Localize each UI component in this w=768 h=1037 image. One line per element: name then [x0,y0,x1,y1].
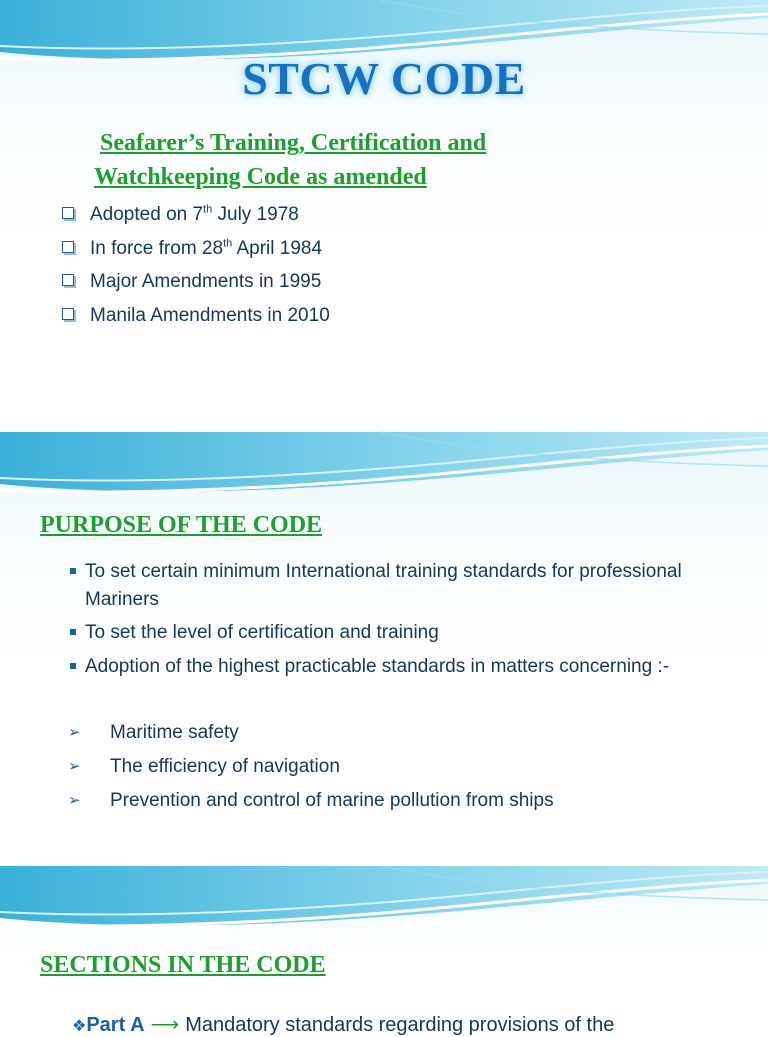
facts-list [60,198,330,332]
arrow-connector-icon: ⟶ [150,1014,180,1036]
checkbox-bullet-icon [62,274,74,286]
arrow-bullet-icon: ➢ [68,724,81,741]
checkbox-bullet-icon [62,207,74,219]
list-item: Major Amendments in 1995 [60,265,330,299]
wave-banner-decoration [0,432,768,496]
purpose-list [68,558,718,686]
arrow-bullet-icon: ➢ [68,792,81,809]
slide-sections [0,866,768,1036]
wave-banner-decoration [0,866,768,930]
list-item: ➢ The efficiency of navigation [66,750,554,784]
part-label: Part A [86,1014,145,1036]
section-heading: SECTIONS IN THE CODE [40,952,326,978]
list-item: Adopted on 7th July 1978 [60,198,330,232]
slide-purpose [0,432,768,834]
list-item: ➢ Maritime safety [66,716,554,750]
square-bullet-icon [70,629,76,635]
slide-title: STCW CODE [242,53,526,104]
subtitle [94,126,714,194]
slide-stcw-code [0,0,768,420]
square-bullet-icon [70,663,76,669]
concerns-list [66,716,554,818]
list-item: In force from 28th April 1984 [60,232,330,266]
slide-separator [0,834,768,866]
diamond-bullet-icon: ❖ [72,1018,87,1035]
subtitle-line-2: Watchkeeping Code as amended [94,164,427,190]
list-item: ➢ Prevention and control of marine pollution from ships [66,784,554,818]
arrow-bullet-icon: ➢ [68,758,81,775]
list-item: Manila Amendments in 2010 [60,299,330,333]
part-a-line [72,1012,614,1037]
square-bullet-icon [70,568,76,574]
list-item: Adoption of the highest practicable standards in matters concerning :- [68,653,718,681]
part-description: Mandatory standards regarding provisions of the [185,1014,615,1036]
list-item: To set certain minimum International training standards for professional Mariners [68,558,718,613]
checkbox-bullet-icon [62,241,74,253]
section-heading: PURPOSE OF THE CODE [40,512,323,538]
subtitle-line-1: Seafarer’s Training, Certification and [100,130,487,156]
list-item: To set the level of certification and training [68,619,718,647]
slide-separator [0,420,768,432]
checkbox-bullet-icon [62,308,74,320]
